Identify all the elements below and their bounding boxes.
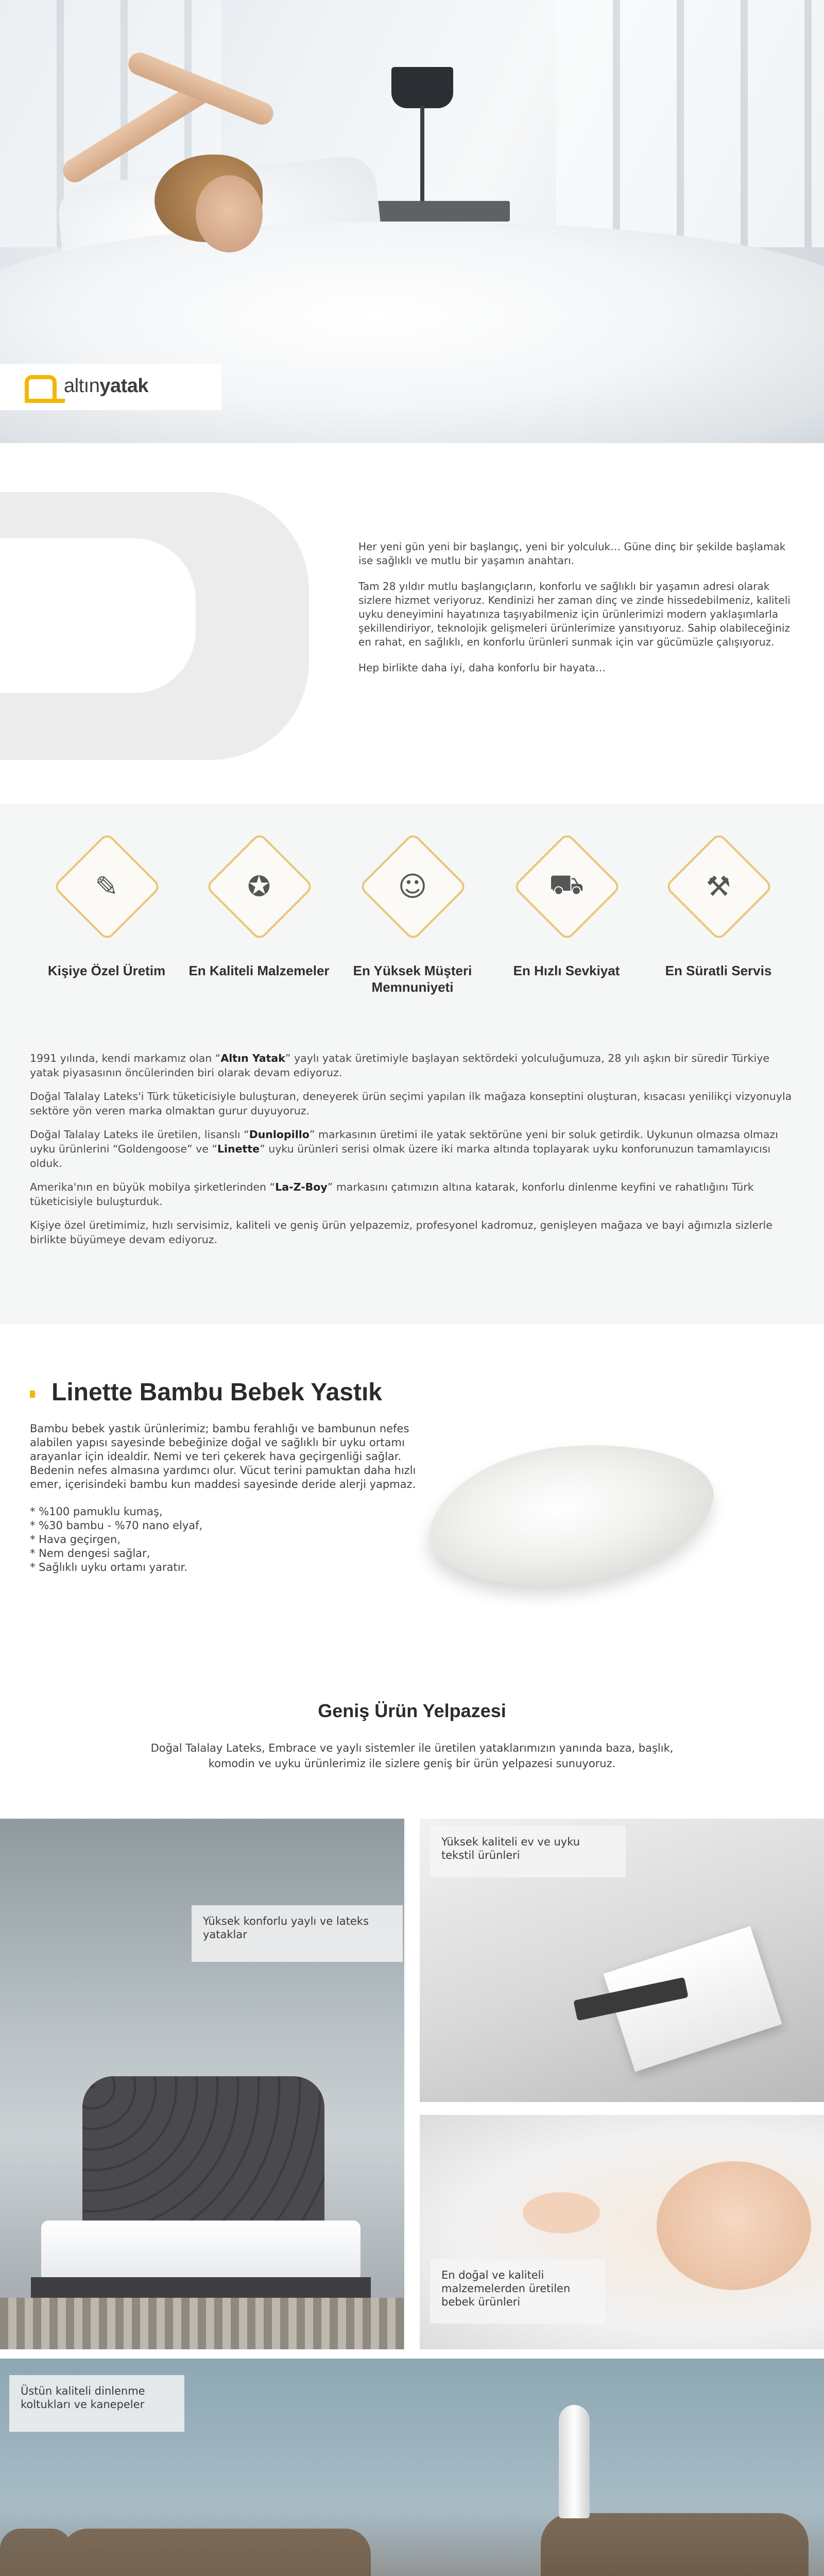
intro-text: [358, 540, 801, 687]
feature-badge: [54, 834, 131, 911]
product-image-pillow: [422, 1445, 711, 1584]
hero-window: [556, 0, 824, 247]
brand-name-lazboy: La-Z-Boy: [275, 1181, 328, 1193]
logo-text: [64, 375, 148, 397]
customer-satisfaction-icon: ☺: [398, 870, 427, 903]
feature-label: En Süratli Servis: [665, 963, 772, 978]
product-paragraph: Bambu bebek yastık ürünlerimiz; bambu ferahlığı ve bambunun nefes alabilen yapısı sayesinde bebeğinize doğal ve sağlıklı bir uyku ortamı arayanlar için idealdir. Nemi ve teri çekerek hava geçirgenliği sağlar. Bedenin nefes almasına yardımcı olur. Vücut terini pamuktan daha hızlı emer, içerisindeki bambu kun maddesi sayesinde deride alerji yapmaz.: [30, 1422, 416, 1490]
product-description: [30, 1422, 426, 1574]
feature-badge: [666, 834, 743, 911]
range-subtitle: Doğal Talalay Lateks, Embrace ve yaylı sistemler ile üretilen yataklarımızın yanında baza, başlık, komodin ve uyku ürünlerimiz ile sizlere geniş bir ürün yelpazesi sunuyoruz.: [150, 1742, 674, 1770]
armchair: [0, 2529, 72, 2576]
tile-sofas[interactable]: [0, 2359, 824, 2576]
feature-label: Kişiye Özel Üretim: [47, 963, 166, 978]
brand-name-altinyatak: Altın Yatak: [220, 1052, 285, 1064]
product-bullet: * %30 bambu - %70 nano elyaf,: [30, 1519, 203, 1532]
product-bullet: * Hava geçirgen,: [30, 1533, 121, 1546]
delivery-truck-icon: ⛟: [549, 868, 584, 901]
recliner: [541, 2513, 809, 2576]
hero-lamp-stem: [420, 106, 424, 204]
hero-image: [0, 0, 824, 443]
intro-paragraph: Hep birlikte daha iyi, daha konforlu bir hayata…: [358, 662, 606, 674]
feature-label: En Yüksek Müşteri Memnuniyeti: [353, 963, 472, 995]
about-text: [30, 1051, 797, 1256]
range-title: Geniş Ürün Yelpazesi: [318, 1700, 506, 1721]
baby-hand: [523, 2192, 600, 2233]
service-tools-icon: ⚒: [706, 870, 731, 903]
sofa: [62, 2529, 371, 2576]
title-accent-icon: [30, 1390, 43, 1397]
product-bullet: * Nem dengesi sağlar,: [30, 1547, 150, 1560]
tile-beds[interactable]: [0, 1819, 404, 2349]
tile-baby[interactable]: [420, 2115, 824, 2349]
rug: [0, 2298, 404, 2349]
about-paragraph: 1991 yılında, kendi markamız olan “Altın Yatak” yaylı yatak üretimiyle başlayan sektördeki yolculuğumuza, 28 yılı aşkın bir süredir Türkiye yatak piyasasının öncülerinden biri olarak devam ediyoruz.: [30, 1052, 769, 1079]
feature-label: En Kaliteli Malzemeler: [188, 963, 330, 978]
bed-mattress: [41, 2221, 360, 2282]
brand-name-linette: Linette: [217, 1143, 260, 1155]
header-logo[interactable]: [0, 364, 221, 410]
logo-text-bold: yatak: [99, 375, 149, 397]
logo-mark-icon: [25, 375, 57, 399]
features-section: [0, 804, 824, 1025]
hero-person: [196, 175, 263, 252]
baby-image: [657, 2161, 811, 2290]
caption-textile: Yüksek kaliteli ev ve uyku tekstil ürünleri: [430, 1826, 626, 1877]
tile-textile[interactable]: [420, 1819, 824, 2102]
feature-label: En Hızlı Sevkiyat: [513, 963, 620, 978]
intro-decoration: [0, 492, 309, 760]
product-title: Linette Bambu Bebek Yastık: [52, 1379, 382, 1406]
caption-beds: Yüksek konforlu yaylı ve lateks yataklar: [192, 1905, 403, 1962]
about-paragraph: Kişiye özel üretimimiz, hızlı servisimiz, kaliteli ve geniş ürün yelpazemiz, profesyonel kadromuz, genişleyen mağaza ve bayi ağımızla sizlerle birlikte büyümeye devam ediyoruz.: [30, 1219, 772, 1246]
intro-paragraph: Her yeni gün yeni bir başlangıç, yeni bir yolculuk… Güne dinç bir şekilde başlamak ise sağlıklı ve mutlu bir yaşamın anahtarı.: [358, 540, 786, 567]
brand-name-dunlopillo: Dunlopillo: [249, 1128, 310, 1141]
product-bullet: * Sağlıklı uyku ortamı yaratır.: [30, 1561, 187, 1573]
custom-production-icon: ✎: [95, 870, 118, 903]
feature-badge: [360, 834, 437, 911]
caption-sofas: Üstün kaliteli dinlenme koltukları ve kanepeler: [9, 2375, 184, 2432]
feature-badge: [514, 834, 591, 911]
about-paragraph: Doğal Talalay Lateks'i Türk tüketicisiyle buluşturan, deneyerek ürün seçimi yapılan ilk mağaza konseptini oluşturan, kısacası yenilikçi vizyonuyla sektöre yön veren marka olmaktan gurur duyuyoruz.: [30, 1090, 792, 1117]
product-bullet: * %100 pamuklu kumaş,: [30, 1505, 163, 1518]
intro-shape-inner: [0, 538, 196, 693]
about-paragraph: Doğal Talalay Lateks ile üretilen, lisanslı “Dunlopillo” markasının üretimi ile yatak sektörüne yeni bir soluk getirdik. Uykunun olmazsa olmazı uyku ürünlerini “Goldengoose” ve “Linette” uyku ürünleri serisi olmak üzere iki marka altında toplayarak uyku konforunuzun tamamlayıcısı olduk.: [30, 1128, 778, 1170]
logo-text-light: altın: [64, 375, 100, 397]
caption-baby: En doğal ve kaliteli malzemelerden üretilen bebek ürünleri: [430, 2259, 605, 2324]
hero-lamp: [391, 67, 453, 108]
floor-lamp: [559, 2405, 590, 2518]
about-paragraph: Amerika'nın en büyük mobilya şirketlerinden “La-Z-Boy” markasını çatımızın altına katarak, konforlu dinlenme keyfini ve rahatlığını Türk tüketicisiyle buluşturduk.: [30, 1181, 754, 1208]
intro-paragraph: Tam 28 yıldır mutlu başlangıçların, konforlu ve sağlıklı bir yaşamın adresi olarak sizlere hizmet veriyoruz. Kendinizi her zaman dinç ve zinde hissedebilmeniz, kaliteli uyku deneyimini hayatınıza taşıyabilmeniz için ürünlerimizi modern yaklaşımlarla şekillendiriyor, teknolojik gelişmeleri ürünlerimize yansıtıyoruz. Sahip olabileceğiniz en rahat, en sağlıklı, en konforlu ürünleri sunmak için var gücümüzle çalışıyoruz.: [358, 580, 791, 648]
quality-award-icon: ✪: [247, 870, 271, 903]
feature-badge: [207, 834, 284, 911]
